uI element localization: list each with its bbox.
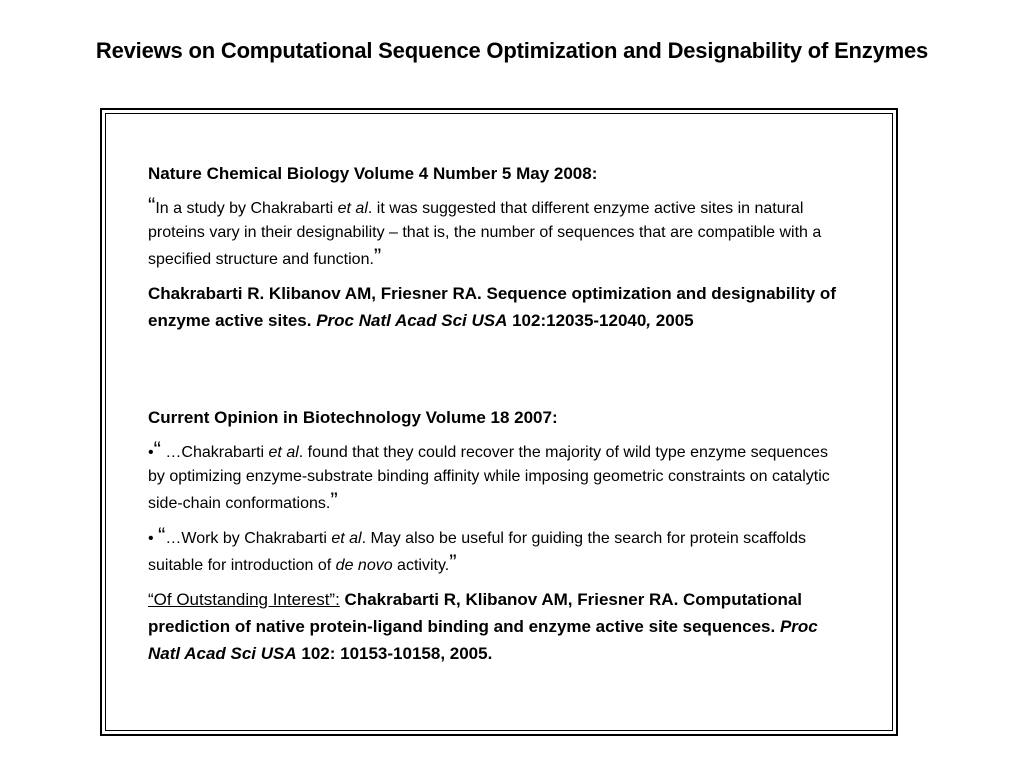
- section2-citation: [148, 586, 848, 667]
- section1-citation: [148, 280, 848, 334]
- et-al-text: et al: [331, 530, 362, 547]
- et-al-text: et al: [337, 200, 368, 217]
- slide-title: Reviews on Computational Sequence Optimization and Designability of Enzymes: [95, 38, 929, 63]
- quote-text: activity.: [392, 557, 450, 574]
- citation-journal: Proc Natl Acad Sci USA: [148, 617, 818, 663]
- et-al-text: et al: [268, 444, 299, 461]
- open-quote-mark: “: [158, 523, 166, 548]
- citation-ref: 102:12035-12040: [507, 311, 647, 330]
- de-novo-text: de novo: [335, 557, 393, 574]
- citation-ref: 102: 10153-10158, 2005.: [296, 644, 493, 663]
- bullet-marker: •: [148, 444, 154, 461]
- section-spacer: [148, 334, 848, 406]
- content-body: [148, 162, 848, 667]
- open-quote-mark: “: [153, 437, 161, 462]
- citation-journal: Proc Natl Acad Sci USA: [316, 311, 508, 330]
- quote-text: …Work by Chakrabarti: [165, 530, 332, 547]
- quote-text: . May also be useful for guiding the search for protein scaffolds suitable for introduction of: [148, 530, 807, 574]
- section1-heading: Nature Chemical Biology Volume 4 Number 5 May 2008:: [148, 164, 598, 183]
- section1-quote: [148, 194, 848, 272]
- quote-text: . found that they could recover the majority of wild type enzyme sequences by optimizing enzyme-substrate binding affinity while imposing geometric constraints on catalytic side-chain conformations.: [148, 444, 830, 512]
- section2-bullet-2: [148, 524, 848, 578]
- close-quote-mark: ”: [373, 244, 382, 269]
- section2-heading: Current Opinion in Biotechnology Volume 18 2007:: [148, 408, 558, 427]
- quote-text: …Chakrabarti: [160, 444, 269, 461]
- citation-year: 2005: [651, 311, 694, 330]
- citation-text: Chakrabarti R, Klibanov AM, Friesner RA. Computational prediction of native protein-ligand binding and enzyme active site sequences.: [148, 590, 803, 636]
- quote-text: In a study by Chakrabarti: [155, 200, 338, 217]
- open-quote-mark: “: [148, 193, 156, 218]
- citation-text: Chakrabarti R. Klibanov AM, Friesner RA. Sequence optimization and designability of enzyme active sites.: [148, 284, 836, 330]
- quote-text: . it was suggested that different enzyme active sites in natural proteins vary in their designability – that is, the number of sequences that are compatible with a specified structure and function.: [148, 200, 822, 268]
- outstanding-interest-label: “Of Outstanding Interest”:: [148, 590, 340, 609]
- section2-bullet-1: [148, 438, 848, 516]
- bullet-marker: •: [148, 530, 159, 547]
- citation-comma: ,: [646, 311, 652, 330]
- close-quote-mark: ”: [330, 488, 338, 513]
- close-quote-mark: ”: [449, 550, 457, 575]
